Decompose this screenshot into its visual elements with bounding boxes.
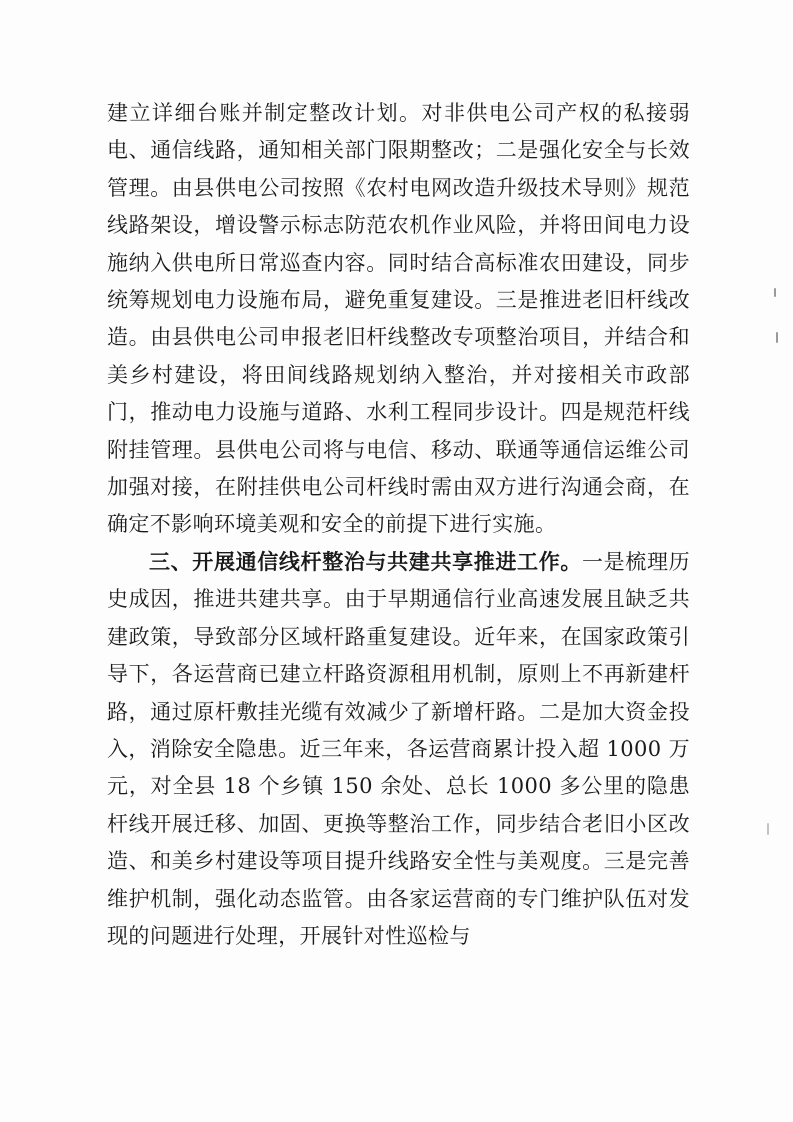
section-heading: 三、开展通信线杆整治与共建共享推进工作。	[149, 549, 582, 574]
section-body-text: 一是梳理历史成因，推进共建共享。由于早期通信行业高速发展且缺乏共建政策，导致部分区域杆路重复建设。近年来，在国家政策引导下，各运营商已建立杆路资源租用机制，原则上不再新建杆路，通过原杆敷挂光缆有效减少了新增杆路。二是加大资金投入，消除安全隐患。近三年来，各运营商累计投入超 1000 万元，对全县 18 个乡镇 150 余处、总长 1000 多公里的隐患杆线开展迁移、加固、更换等整治工作，同步结合老旧小区改造、和美乡村建设等项目提升线路安全性与美观度。三是完善维护机制，强化动态监管。由各家运营商的专门维护队伍对发现的问题进行处理，开展针对性巡检与	[107, 549, 690, 948]
paragraph-section-three	[107, 544, 690, 955]
scan-mark	[776, 332, 778, 343]
scan-mark	[767, 823, 769, 835]
paragraph-continued: 建立详细台账并制定整改计划。对非供电公司产权的私接弱电、通信线路，通知相关部门限期整改；二是强化安全与长效管理。由县供电公司按照《农村电网改造升级技术导则》规范线路架设，增设警示标志防范农机作业风险，并将田间电力设施纳入供电所日常巡查内容。同时结合高标准农田建设，同步统筹规划电力设施布局，避免重复建设。三是推进老旧杆线改造。由县供电公司申报老旧杆线整改专项整治项目，并结合和美乡村建设，将田间线路规划纳入整治，并对接相关市政部门，推动电力设施与道路、水利工程同步设计。四是规范杆线附挂管理。县供电公司将与电信、移动、联通等通信运维公司加强对接，在附挂供电公司杆线时需由双方进行沟通会商，在确定不影响环境美观和安全的前提下进行实施。	[107, 101, 690, 537]
document-body	[107, 95, 690, 955]
scan-mark	[774, 288, 776, 297]
